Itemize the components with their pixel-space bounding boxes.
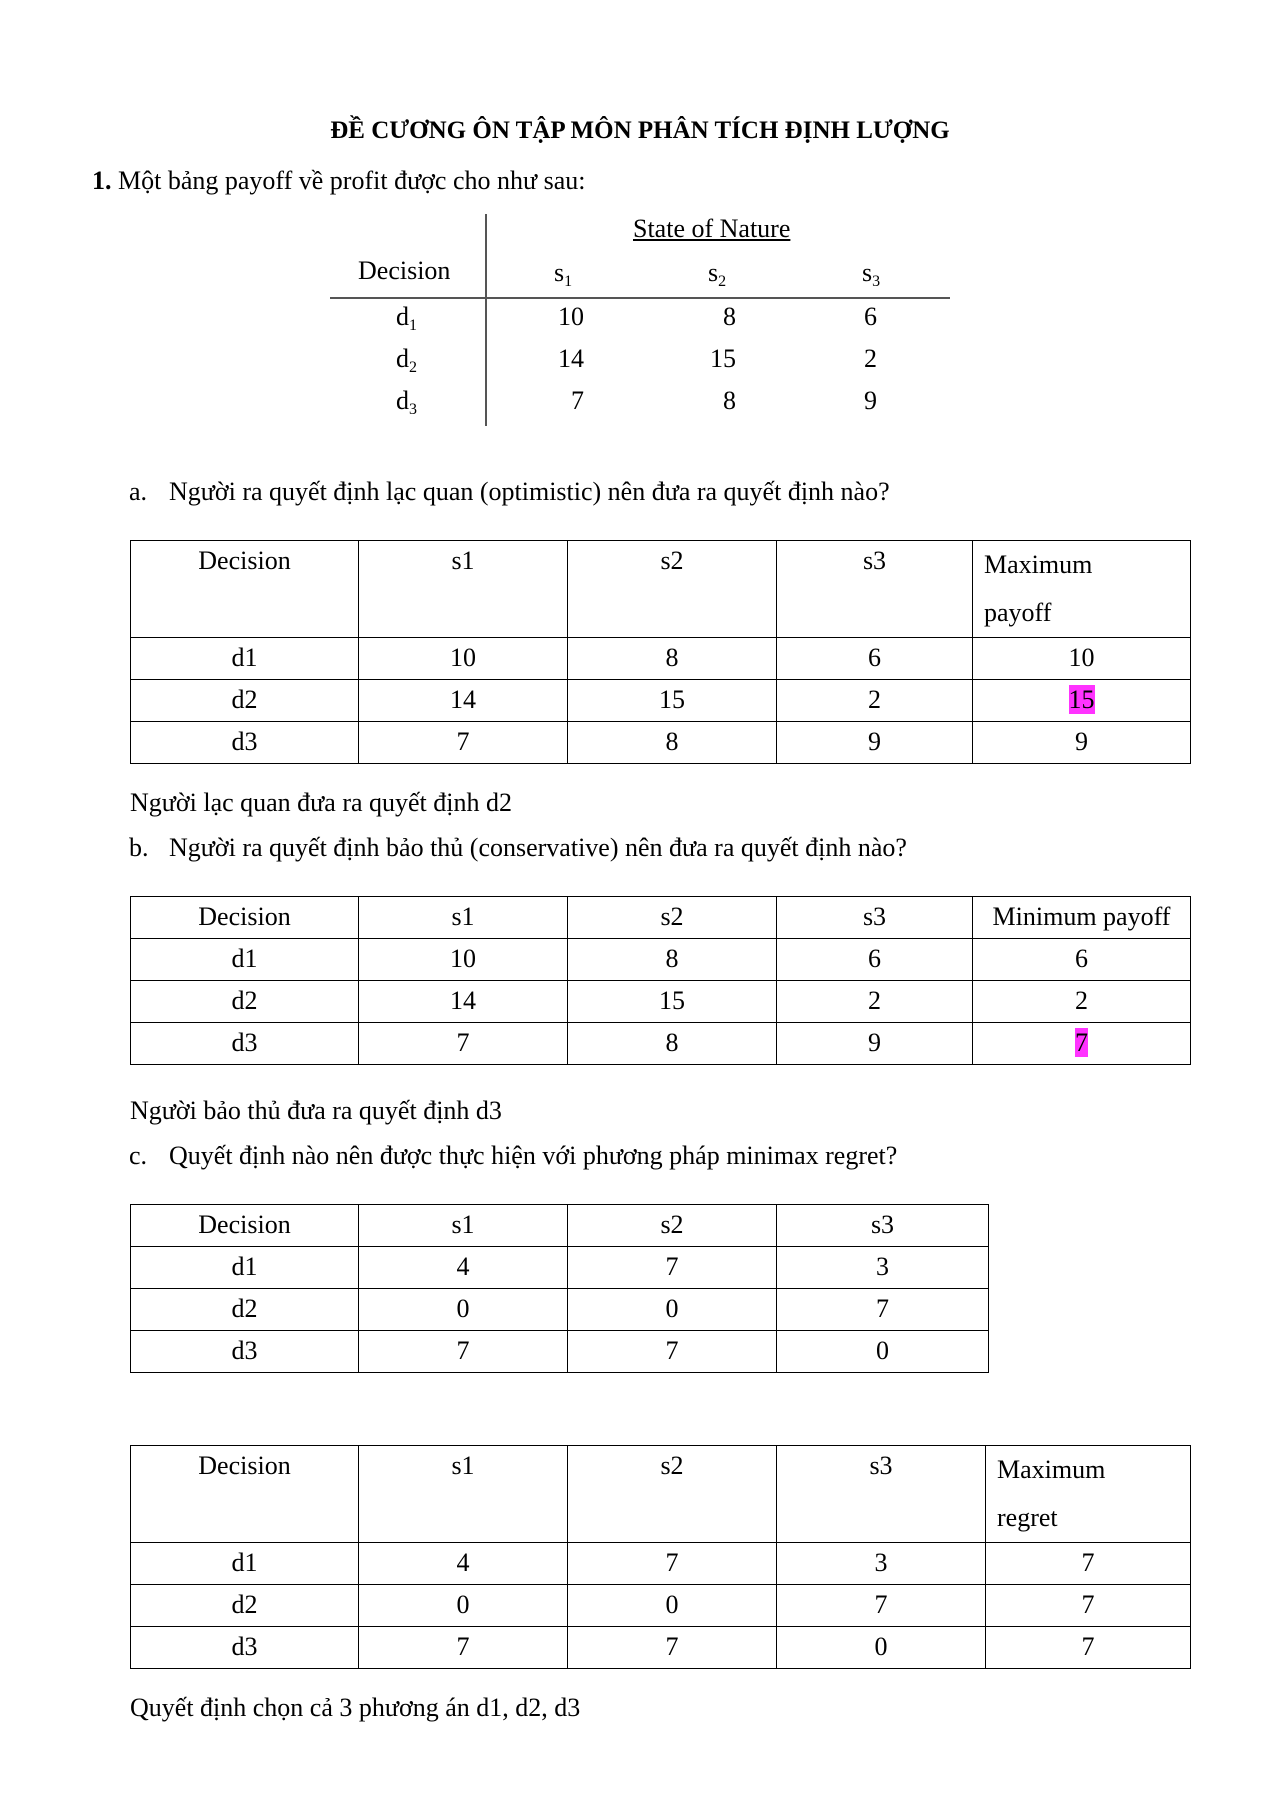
table-cell: 10 (359, 939, 568, 981)
table-cell: 7 (777, 1289, 989, 1331)
part-c-conclusion: Quyết định chọn cả 3 phương án d1, d2, d3 (130, 1693, 581, 1722)
part-a-conclusion: Người lạc quan đưa ra quyết định d2 (130, 788, 513, 817)
table-cell: 0 (777, 1627, 986, 1669)
question-1 (92, 166, 585, 196)
part-b-question: Người ra quyết định bảo thủ (conservative) nên đưa ra quyết định nào? (169, 833, 907, 862)
table-cell: 7 (359, 1627, 568, 1669)
table-cell: 9 (777, 1023, 973, 1065)
table-cell: 10 (973, 638, 1191, 680)
table-header-row (131, 1205, 989, 1247)
table-row (131, 1627, 1191, 1669)
table-cell: 3 (777, 1247, 989, 1289)
payoff-row-label-d3: $d_3$ (396, 386, 417, 418)
table-cell: 7 (986, 1585, 1191, 1627)
payoff-cell: 6 (864, 302, 877, 331)
payoff-cell: 8 (723, 386, 736, 415)
table-cell: 7 (568, 1543, 777, 1585)
question-text: Một bảng payoff về profit được cho như sau: (118, 166, 586, 195)
table-row (131, 1289, 989, 1331)
table-cell: d1 (131, 638, 359, 680)
header-cell: s3 (777, 1446, 986, 1543)
table-cell: 2 (973, 981, 1191, 1023)
table-cell: 14 (359, 981, 568, 1023)
table-cell: 8 (568, 722, 777, 764)
payoff-cell: 7 (571, 386, 584, 415)
table-cell: d3 (131, 1023, 359, 1065)
table-cell: 6 (973, 939, 1191, 981)
table-row (131, 638, 1191, 680)
header-cell: s2 (568, 897, 777, 939)
header-cell: s2 (568, 1205, 777, 1247)
table-cell: d2 (131, 1585, 359, 1627)
header-cell: s1 (359, 897, 568, 939)
header-cell-maximum-regret: Maximum regret (986, 1446, 1191, 1543)
table-row (131, 981, 1191, 1023)
table-cell: 2 (777, 680, 973, 722)
header-cell-maximum-payoff: Maximum payoff (973, 541, 1191, 638)
table-cell: 7 (359, 722, 568, 764)
table-cell: 7 (568, 1627, 777, 1669)
header-cell: Decision (131, 541, 359, 638)
table-cell: 0 (568, 1289, 777, 1331)
table-cell: 7 (568, 1331, 777, 1373)
table-cell: 7 (568, 1247, 777, 1289)
header-cell: s3 (777, 1205, 989, 1247)
highlighted-value: 15 (1068, 685, 1095, 714)
header-cell: s1 (359, 1205, 568, 1247)
header-cell: s3 (777, 897, 973, 939)
header-cell: Decision (131, 1205, 359, 1247)
table-cell: 7 (359, 1023, 568, 1065)
table-cell: 6 (777, 638, 973, 680)
table-cell: d1 (131, 1543, 359, 1585)
table-row (131, 1331, 989, 1373)
payoff-cell: 15 (710, 344, 736, 373)
table-cell: d2 (131, 1289, 359, 1331)
decision-header: Decision (358, 256, 451, 285)
table-cell: d3 (131, 1331, 359, 1373)
table-cell: 7 (359, 1331, 568, 1373)
table-cell: d1 (131, 1247, 359, 1289)
table-row (131, 1585, 1191, 1627)
state-s3: $s_3$ (862, 258, 881, 290)
conservative-table (130, 896, 1191, 1065)
maximum-regret-table (130, 1445, 1191, 1669)
table-row (131, 722, 1191, 764)
header-cell: Decision (131, 1446, 359, 1543)
table-cell: 14 (359, 680, 568, 722)
table-cell: 7 (986, 1543, 1191, 1585)
state-s2: $s_2$ (708, 258, 727, 290)
regret-table (130, 1204, 989, 1373)
part-c-question: Quyết định nào nên được thực hiện với phương pháp minimax regret? (169, 1141, 898, 1170)
header-cell: Decision (131, 897, 359, 939)
table-cell: 9 (777, 722, 973, 764)
header-cell: s2 (568, 541, 777, 638)
part-c-label: c. (129, 1141, 148, 1170)
table-cell: 8 (568, 638, 777, 680)
table-cell: 9 (973, 722, 1191, 764)
state-of-nature-header: State of Nature (633, 214, 791, 243)
part-b-label: b. (129, 833, 149, 862)
table-cell: d2 (131, 680, 359, 722)
part-b-conclusion: Người bảo thủ đưa ra quyết định d3 (130, 1096, 502, 1125)
payoff-table-horizontal-rule (330, 297, 950, 299)
part-a-question: Người ra quyết định lạc quan (optimistic) nên đưa ra quyết định nào? (169, 477, 890, 506)
table-cell: 0 (777, 1331, 989, 1373)
payoff-row-label-d2: $d_2$ (396, 344, 417, 376)
table-cell: 7 (986, 1627, 1191, 1669)
payoff-cell: 8 (723, 302, 736, 331)
header-cell-minimum-payoff: Minimum payoff (973, 897, 1191, 939)
table-cell: 3 (777, 1543, 986, 1585)
table-row (131, 1023, 1191, 1065)
payoff-cell: 9 (864, 386, 877, 415)
table-cell: d3 (131, 722, 359, 764)
part-a-label: a. (129, 477, 148, 506)
state-s1: $s_1$ (554, 258, 573, 290)
table-row (131, 939, 1191, 981)
table-cell: 4 (359, 1543, 568, 1585)
table-cell: d2 (131, 981, 359, 1023)
table-row (131, 680, 1191, 722)
table-row (131, 1543, 1191, 1585)
table-cell: 8 (568, 939, 777, 981)
payoff-cell: 14 (558, 344, 584, 373)
payoff-cell: 10 (558, 302, 584, 331)
table-header-row (131, 1446, 1191, 1543)
table-header-row (131, 541, 1191, 638)
table-cell-highlighted (973, 680, 1191, 722)
payoff-table-vertical-rule (485, 214, 487, 426)
header-cell: s2 (568, 1446, 777, 1543)
table-cell: 4 (359, 1247, 568, 1289)
table-cell: 8 (568, 1023, 777, 1065)
table-cell: 0 (359, 1289, 568, 1331)
header-cell: s3 (777, 541, 973, 638)
table-cell: 15 (568, 680, 777, 722)
table-cell: d3 (131, 1627, 359, 1669)
highlighted-value: 7 (1075, 1028, 1088, 1057)
table-cell: 7 (777, 1585, 986, 1627)
table-cell: 10 (359, 638, 568, 680)
table-cell: 0 (359, 1585, 568, 1627)
header-cell: s1 (359, 541, 568, 638)
table-cell: 15 (568, 981, 777, 1023)
table-cell: 2 (777, 981, 973, 1023)
page-title: ĐỀ CƯƠNG ÔN TẬP MÔN PHÂN TÍCH ĐỊNH LƯỢNG (330, 117, 950, 144)
question-number: 1. (92, 166, 112, 195)
payoff-row-label-d1: $d_1$ (396, 302, 417, 334)
header-cell: s1 (359, 1446, 568, 1543)
payoff-cell: 2 (864, 344, 877, 373)
table-cell-highlighted (973, 1023, 1191, 1065)
table-row (131, 1247, 989, 1289)
optimistic-table (130, 540, 1191, 764)
table-cell: 6 (777, 939, 973, 981)
table-cell: d1 (131, 939, 359, 981)
table-cell: 0 (568, 1585, 777, 1627)
table-header-row (131, 897, 1191, 939)
